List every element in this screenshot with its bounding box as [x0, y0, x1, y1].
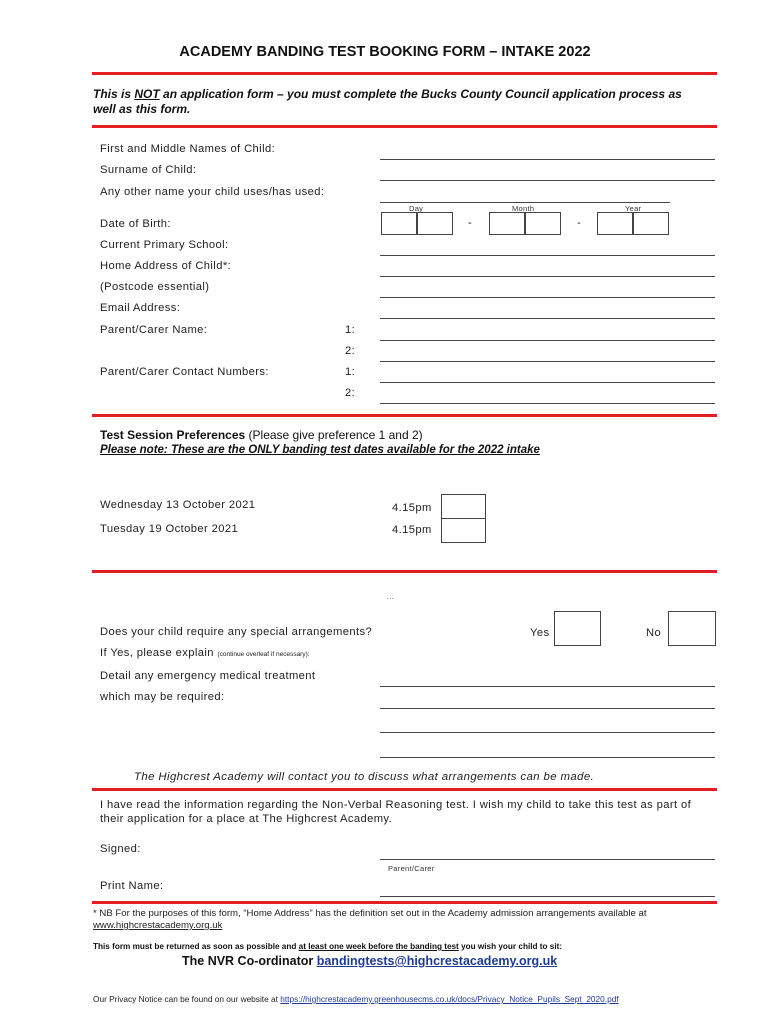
primary-school-field[interactable] [380, 255, 715, 256]
medical-field-1[interactable] [380, 686, 715, 687]
application-notice [93, 87, 693, 117]
dob-year-box-1[interactable] [597, 212, 633, 235]
session-note: Please note: These are the ONLY banding test dates available for the 2022 intake [100, 444, 540, 456]
session-heading-rest: (Please give preference 1 and 2) [245, 428, 423, 442]
session-heading [100, 428, 423, 442]
contact-number-2-field[interactable] [380, 403, 715, 404]
contact-note: The Highcrest Academy will contact you to discuss what arrangements can be made. [134, 771, 595, 783]
special-arrangements-question: Does your child require any special arrangements? [100, 626, 373, 638]
coordinator-label: The NVR Co-ordinator [182, 954, 317, 968]
dob-year-label: Year [625, 204, 642, 213]
notice-not: NOT [134, 87, 160, 101]
signature-field[interactable] [380, 859, 715, 860]
explain-text: If Yes, please explain [100, 647, 214, 659]
yes-checkbox[interactable] [554, 611, 601, 646]
medical-field-2[interactable] [380, 708, 715, 709]
email-field[interactable] [380, 318, 715, 319]
session-1-time: 4.15pm [392, 502, 432, 514]
print-name-field[interactable] [380, 896, 715, 897]
dob-day-label: Day [409, 204, 424, 213]
yes-label: Yes [530, 627, 550, 639]
contact-number-1-label: 1: [345, 366, 356, 378]
dob-label: Date of Birth: [100, 218, 171, 230]
notice-pre: This is [93, 87, 135, 101]
other-name-field[interactable] [380, 202, 670, 203]
parent-name-2-label: 2: [345, 345, 356, 357]
declaration-divider [92, 901, 717, 904]
explain-label [100, 647, 310, 659]
return-post: you wish your child to sit: [458, 942, 563, 951]
home-address-field-2[interactable] [380, 297, 715, 298]
return-pre: This form must be returned as soon as possible and [93, 942, 299, 951]
nb-note [93, 908, 713, 932]
dob-month-box-1[interactable] [489, 212, 525, 235]
contact-numbers-label: Parent/Carer Contact Numbers: [100, 366, 269, 378]
explain-small-text: (continue overleaf if necessary): [217, 651, 310, 658]
notice-post: an application form – you must complete the Bucks County Council application process as well as this form. [93, 87, 682, 116]
home-address-field-1[interactable] [380, 276, 715, 277]
medical-field-4[interactable] [380, 757, 715, 758]
dots-mark: ... [387, 592, 395, 601]
title-divider [92, 72, 717, 75]
coordinator-email-link[interactable]: bandingtests@highcrestacademy.org.uk [316, 954, 558, 968]
contact-number-2-label: 2: [345, 387, 356, 399]
coordinator-line [182, 954, 557, 968]
parent-name-1-field[interactable] [380, 340, 715, 341]
postcode-label: (Postcode essential) [100, 281, 210, 293]
no-checkbox[interactable] [668, 611, 716, 646]
privacy-link[interactable]: https://highcrestacademy.greenhousecms.co.uk/docs/Privacy_Notice_Pupils_Sept_2020.pdf [280, 994, 619, 1004]
medical-label-2: which may be required: [100, 691, 225, 703]
surname-label: Surname of Child: [100, 164, 197, 176]
dob-year-box-2[interactable] [633, 212, 669, 235]
dob-separator-1: - [468, 217, 473, 229]
medical-label-1: Detail any emergency medical treatment [100, 670, 316, 682]
privacy-text: Our Privacy Notice can be found on our website at [93, 994, 281, 1004]
primary-school-label: Current Primary School: [100, 239, 229, 251]
medical-field-3[interactable] [380, 732, 715, 733]
parent-name-label: Parent/Carer Name: [100, 324, 208, 336]
dob-separator-2: - [577, 217, 582, 229]
home-address-label: Home Address of Child*: [100, 260, 232, 272]
details-divider [92, 414, 717, 417]
nb-website-link[interactable]: www.highcrestacademy.org.uk [93, 920, 223, 931]
surname-field[interactable] [380, 180, 715, 181]
nb-text: * NB For the purposes of this form, “Home Address” has the definition set out in the Academy admission arrangements available at [93, 908, 647, 919]
dob-day-box-1[interactable] [381, 212, 417, 235]
first-names-field[interactable] [380, 159, 715, 160]
email-label: Email Address: [100, 302, 181, 314]
return-underlined: at least one week before the banding test [298, 942, 459, 951]
print-name-label: Print Name: [100, 880, 164, 892]
session-divider [92, 570, 717, 573]
session-2-date: Tuesday 19 October 2021 [100, 523, 239, 535]
signed-label: Signed: [100, 843, 141, 855]
other-name-label: Any other name your child uses/has used: [100, 186, 325, 198]
parent-name-1-label: 1: [345, 324, 356, 336]
form-title: ACADEMY BANDING TEST BOOKING FORM – INTAKE 2022 [179, 44, 591, 60]
dob-month-label: Month [512, 204, 535, 213]
session-1-preference-box[interactable] [441, 494, 486, 519]
return-note [93, 942, 562, 951]
session-heading-bold: Test Session Preferences [100, 428, 246, 442]
dob-day-box-2[interactable] [417, 212, 453, 235]
declaration-text: I have read the information regarding the Non-Verbal Reasoning test. I wish my child to take this test as part of their application for a place at The Highcrest Academy. [100, 799, 692, 825]
no-label: No [646, 627, 662, 639]
dob-month-box-2[interactable] [525, 212, 561, 235]
session-2-time: 4.15pm [392, 524, 432, 536]
special-divider [92, 788, 717, 791]
first-names-label: First and Middle Names of Child: [100, 143, 276, 155]
contact-number-1-field[interactable] [380, 382, 715, 383]
session-2-preference-box[interactable] [441, 518, 486, 543]
parent-carer-caption: Parent/Carer [388, 864, 435, 873]
session-1-date: Wednesday 13 October 2021 [100, 499, 256, 511]
parent-name-2-field[interactable] [380, 361, 715, 362]
privacy-note [93, 994, 619, 1004]
notice-divider [92, 125, 717, 128]
